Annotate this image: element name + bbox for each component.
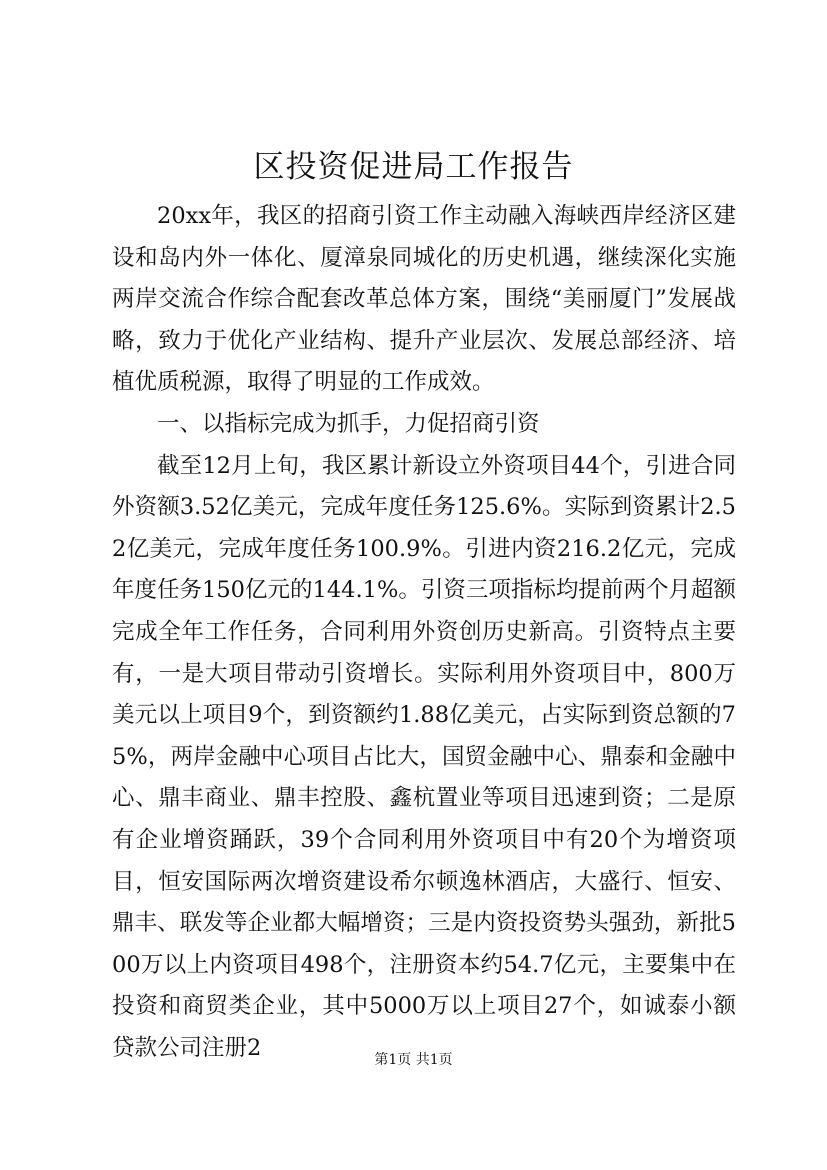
document-title: 区投资促进局工作报告 — [253, 149, 574, 185]
paragraph-investment: 截至12月上旬，我区累计新设立外资项目44个，引进合同外资额3.52亿美元，完成年度任务125.6%。实际到资累计2.52亿美元，完成年度任务100.9%。引进内资216.2亿元，完成年度任务150亿元的144.1%。引资三项指标均提前两个月超额完成全年工作任务，合同利用外资创历史新高。引资特点主要有，一是大项目带动引资增长。实际利用外资项目中，800万美元以上项目9个，到资额约1.88亿美元，占实际到资总额的75%，两岸金融中心项目占比大，国贸金融中心、鼎泰和金融中心、鼎丰商业、鼎丰控股、鑫杭置业等项目迅速到资；二是原有企业增资踊跃，39个合同利用外资项目中有20个为增资项目，恒安国际两次增资建设希尔顿逸林酒店，大盛行、恒安、鼎丰、联发等企业都大幅增资；三是内资投资势头强劲，新批500万以上内资项目498个，注册资本约54.7亿元，主要集中在投资和商贸类企业，其中5000万以上项目27个，如诚泰小额贷款公司注册2 — [112, 452, 736, 1061]
section-heading: 一、以指标完成为抓手，力促招商引资 — [157, 410, 540, 437]
paragraph-intro: 20xx年，我区的招商引资工作主动融入海峡西岸经济区建设和岛内外一体化、厦漳泉同城化的历史机遇，继续深化实施两岸交流合作综合配套改革总体方案，围绕“美丽厦门”发展战略，致力于优化产业结构、提升产业层次、发展总部经济、培植优质税源，取得了明显的工作成效。 — [112, 203, 736, 396]
document-body — [112, 196, 736, 1069]
page-footer: 第1页 共1页 — [374, 1052, 453, 1068]
